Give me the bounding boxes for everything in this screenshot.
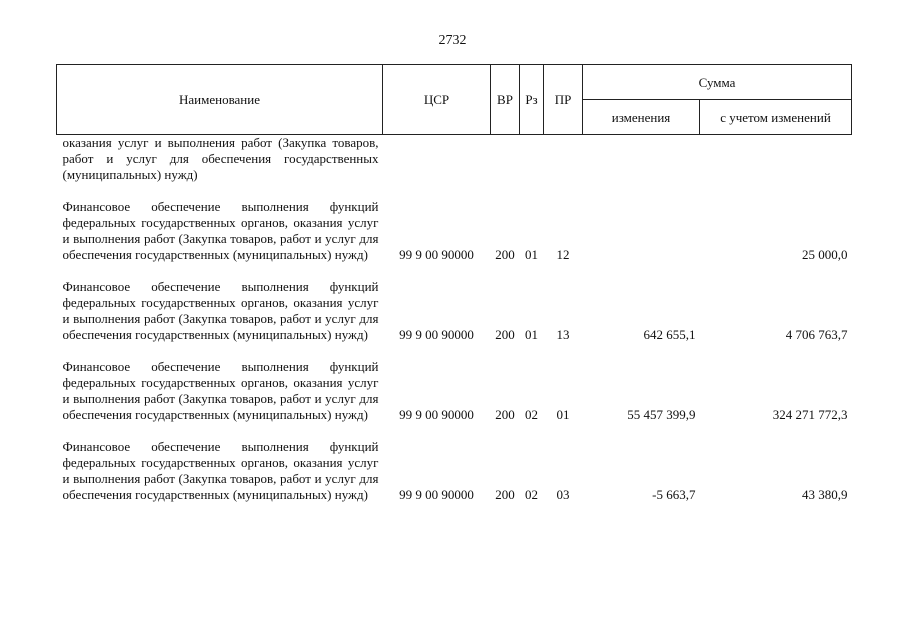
col-header-sum: Сумма [583, 65, 852, 100]
table-row [57, 135, 852, 184]
row-name: Финансовое обеспечение выполнения функций федеральных государственных органов, оказания услуг и выполнения работ (Закупка товаров, работ и услуг для обеспечения государственных (муниципальных) нужд) [62, 279, 379, 342]
row-csr: 99 9 00 90000 [399, 487, 474, 502]
table-row [57, 279, 852, 343]
row-total [700, 135, 852, 184]
col-header-name: Наименование [57, 65, 383, 135]
row-rz: 01 [525, 327, 538, 342]
row-vr: 200 [495, 327, 515, 342]
row-name: оказания услуг и выполнения работ (Закупка товаров, работ и услуг для обеспечения государственных (муниципальных) нужд) [62, 135, 379, 182]
row-change [583, 135, 700, 184]
row-csr: 99 9 00 90000 [399, 247, 474, 262]
row-rz: 01 [525, 247, 538, 262]
table-row [57, 359, 852, 423]
table-row [57, 439, 852, 503]
row-name: Финансовое обеспечение выполнения функций федеральных государственных органов, оказания услуг и выполнения работ (Закупка товаров, работ и услуг для обеспечения государственных (муниципальных) нужд) [62, 359, 379, 422]
col-header-csr: ЦСР [383, 65, 491, 135]
row-rz [520, 135, 544, 184]
row-change: -5 663,7 [652, 487, 696, 502]
budget-table [56, 64, 852, 503]
col-header-changes: изменения [583, 100, 700, 135]
row-csr: 99 9 00 90000 [399, 327, 474, 342]
row-vr [491, 135, 520, 184]
row-total: 43 380,9 [802, 487, 848, 502]
row-rz: 02 [525, 407, 538, 422]
col-header-vr: ВР [491, 65, 520, 135]
row-total: 4 706 763,7 [785, 327, 848, 342]
row-pr: 13 [556, 327, 570, 342]
row-csr [383, 135, 491, 184]
col-header-rz: Рз [520, 65, 544, 135]
row-pr: 12 [556, 247, 570, 262]
row-total: 324 271 772,3 [772, 407, 848, 422]
col-header-pr: ПР [544, 65, 583, 135]
row-rz: 02 [525, 487, 538, 502]
row-vr: 200 [495, 407, 515, 422]
row-pr: 01 [556, 407, 570, 422]
col-header-with-changes: с учетом изменений [700, 100, 852, 135]
row-pr [544, 135, 583, 184]
row-csr: 99 9 00 90000 [399, 407, 474, 422]
row-name: Финансовое обеспечение выполнения функций федеральных государственных органов, оказания услуг и выполнения работ (Закупка товаров, работ и услуг для обеспечения государственных (муниципальных) нужд) [62, 199, 379, 262]
row-change: 642 655,1 [643, 327, 696, 342]
row-name: Финансовое обеспечение выполнения функций федеральных государственных органов, оказания услуг и выполнения работ (Закупка товаров, работ и услуг для обеспечения государственных (муниципальных) нужд) [62, 439, 379, 502]
table-row [57, 199, 852, 263]
row-change [583, 199, 700, 263]
row-vr: 200 [495, 247, 515, 262]
row-change: 55 457 399,9 [627, 407, 696, 422]
row-total: 25 000,0 [802, 247, 848, 262]
row-pr: 03 [556, 487, 570, 502]
page-number: 2732 [438, 33, 467, 48]
row-vr: 200 [495, 487, 515, 502]
